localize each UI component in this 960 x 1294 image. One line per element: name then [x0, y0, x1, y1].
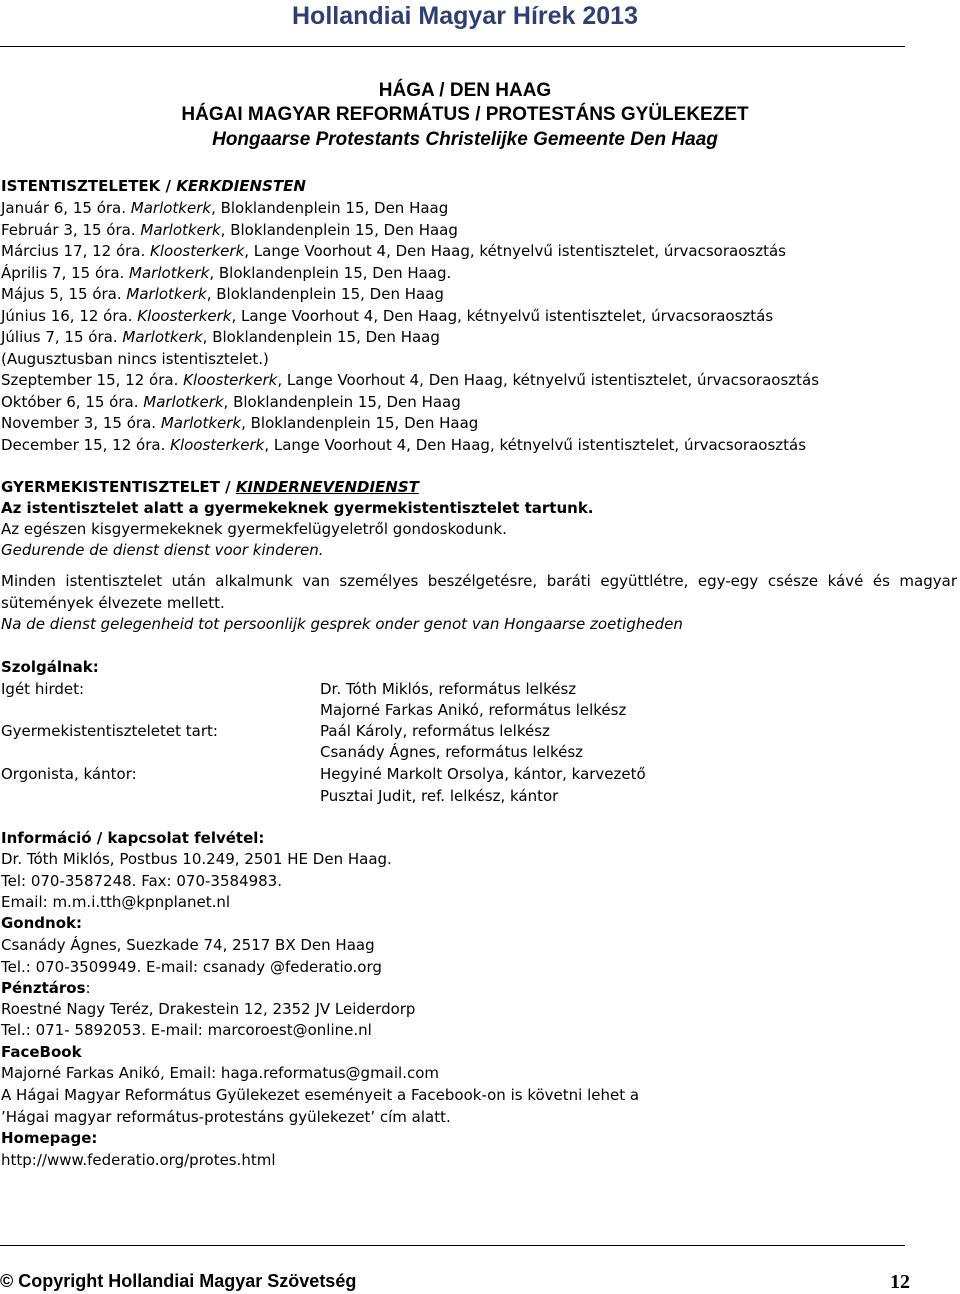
penztaros-title: [1, 978, 91, 998]
service-row: [1, 327, 440, 347]
page-header-title: Hollandiai Magyar Hírek 2013: [292, 2, 638, 30]
service-details: , Bloklandenplein 15, Den Haag: [211, 199, 449, 217]
service-row: [1, 370, 819, 390]
services-title-hu: ISTENTISZTELETEK /: [1, 177, 171, 195]
children-title-nl: KINDERNEVENDIENST: [235, 478, 419, 496]
service-details: , Lange Voorhout 4, Den Haag, kétnyelvű istentisztelet, úrvacsoraosztás: [277, 371, 820, 389]
penztaros-line: Tel.: 071- 5892053. E-mail: marcoroest@online.nl: [1, 1021, 372, 1039]
server-name: Dr. Tóth Miklós, református lelkész: [320, 680, 577, 698]
gondnok-line: Tel.: 070-3509949. E-mail: csanady @federatio.org: [1, 958, 382, 976]
service-row: [1, 435, 806, 455]
service-church: Kloosterkerk: [137, 307, 232, 325]
service-details: , Lange Voorhout 4, Den Haag, kétnyelvű istentisztelet, úrvacsoraosztás: [264, 436, 807, 454]
homepage-title: Homepage:: [1, 1129, 98, 1147]
service-row: [1, 413, 478, 433]
service-date: Január 6, 15 óra.: [1, 199, 131, 217]
children-title: [1, 477, 419, 497]
service-row: [1, 263, 451, 283]
facebook-line: A Hágai Magyar Református Gyülekezet eseményeit a Facebook-on is követni lehet a: [1, 1086, 640, 1104]
header-divider: [0, 46, 905, 47]
gondnok-title: Gondnok:: [1, 914, 82, 932]
service-date: November 3, 15 óra.: [1, 414, 161, 432]
server-name: Hegyiné Markolt Orsolya, kántor, karvezető: [320, 765, 646, 783]
service-date: Február 3, 15 óra.: [1, 221, 141, 239]
server-name: Csanády Ágnes, református lelkész: [320, 743, 584, 761]
contact-title: Információ / kapcsolat felvétel:: [1, 829, 265, 847]
footer-divider: [0, 1245, 905, 1246]
service-date: (Augusztusban nincs istentisztelet.): [1, 350, 269, 368]
servers-title: Szolgálnak:: [1, 658, 99, 676]
service-church: Kloosterkerk: [170, 436, 265, 454]
service-row: [1, 349, 269, 369]
contact-line: Dr. Tóth Miklós, Postbus 10.249, 2501 HE Den Haag.: [1, 850, 392, 868]
service-details: , Bloklandenplein 15, Den Haag: [202, 328, 440, 346]
service-details: , Bloklandenplein 15, Den Haag: [220, 221, 458, 239]
homepage-link[interactable]: http://www.federatio.org/protes.html: [1, 1151, 276, 1169]
service-details: , Bloklandenplein 15, Den Haag: [206, 285, 444, 303]
service-details: , Bloklandenplein 15, Den Haag.: [209, 264, 452, 282]
service-church: Marlotkerk: [122, 328, 203, 346]
service-church: Marlotkerk: [143, 393, 224, 411]
church-heading-nl: Hongaarse Protestants Christelijke Gemeente Den Haag: [212, 129, 718, 150]
service-row: [1, 284, 444, 304]
service-church: Marlotkerk: [130, 199, 212, 217]
service-row: [1, 241, 786, 261]
children-title-hu: GYERMEKISTENTISZTELET /: [1, 478, 231, 496]
service-date: Június 16, 12 óra.: [1, 307, 138, 325]
church-heading: HÁGAI MAGYAR REFORMÁTUS / PROTESTÁNS GYÜLEKEZET: [181, 104, 749, 125]
children-line-nl: Gedurende de dienst dienst voor kinderen.: [1, 541, 324, 559]
service-date: Szeptember 15, 12 óra.: [1, 371, 184, 389]
service-date: Július 7, 15 óra.: [1, 328, 123, 346]
service-church: Marlotkerk: [160, 414, 242, 432]
contact-line: Tel: 070-3587248. Fax: 070-3584983.: [1, 872, 282, 890]
service-row: [1, 392, 461, 412]
service-church: Marlotkerk: [126, 285, 207, 303]
page-number: 12: [890, 1271, 910, 1293]
contact-email[interactable]: Email: m.m.i.tth@kpnplanet.nl: [1, 893, 231, 911]
servers-label-organist: Orgonista, kántor:: [1, 765, 137, 783]
penztaros-line: Roestné Nagy Teréz, Drakestein 12, 2352 JV Leiderdorp: [1, 1000, 416, 1018]
service-church: Marlotkerk: [129, 264, 210, 282]
service-date: Október 6, 15 óra.: [1, 393, 144, 411]
service-church: Kloosterkerk: [183, 371, 278, 389]
services-title-nl: KERKDIENSTEN: [176, 177, 306, 195]
servers-label-preacher: Igét hirdet:: [1, 680, 85, 698]
server-name: Paál Károly, református lelkész: [320, 722, 550, 740]
facebook-line: ’Hágai magyar református-protestáns gyülekezet’ cím alatt.: [1, 1108, 451, 1126]
after-service-line-1: Minden istentisztelet után alkalmunk van személyes beszélgetésre, baráti együttlétre, egy-egy csésze kávé és magyar: [1, 572, 957, 590]
server-name: Majorné Farkas Anikó, református lelkész: [320, 701, 627, 719]
service-row: [1, 306, 773, 326]
service-church: Kloosterkerk: [150, 242, 245, 260]
service-date: Május 5, 15 óra.: [1, 285, 127, 303]
service-date: December 15, 12 óra.: [1, 436, 171, 454]
penztaros-title-text: Pénztáros: [1, 979, 86, 997]
after-service-line-2: sütemények élvezete mellett.: [1, 594, 225, 612]
children-line-2: Az egészen kisgyermekeknek gyermekfelügyeletről gondoskodunk.: [1, 520, 507, 538]
facebook-title: FaceBook: [1, 1043, 82, 1061]
service-details: , Lange Voorhout 4, Den Haag, kétnyelvű istentisztelet, úrvacsoraosztás: [244, 242, 786, 260]
penztaros-title-colon: :: [85, 979, 91, 997]
service-details: , Bloklandenplein 15, Den Haag: [241, 414, 479, 432]
services-title: [1, 176, 306, 196]
service-date: Március 17, 12 óra.: [1, 242, 151, 260]
service-details: , Lange Voorhout 4, Den Haag, kétnyelvű istentisztelet, úrvacsoraosztás: [231, 307, 774, 325]
after-service-line-nl: Na de dienst gelegenheid tot persoonlijk gesprek onder genot van Hongaarse zoetigheden: [1, 615, 683, 633]
gondnok-line: Csanády Ágnes, Suezkade 74, 2517 BX Den Haag: [1, 936, 375, 954]
service-details: , Bloklandenplein 15, Den Haag: [223, 393, 461, 411]
service-row: [1, 220, 458, 240]
service-church: Marlotkerk: [140, 221, 221, 239]
service-date: Április 7, 15 óra.: [1, 264, 130, 282]
footer-copyright: © Copyright Hollandiai Magyar Szövetség: [0, 1271, 357, 1291]
facebook-line: Majorné Farkas Anikó, Email: haga.reformatus@gmail.com: [1, 1064, 440, 1082]
servers-label-children: Gyermekistentiszteletet tart:: [1, 722, 218, 740]
server-name: Pusztai Judit, ref. lelkész, kántor: [320, 787, 559, 805]
city-heading: HÁGA / DEN HAAG: [378, 80, 552, 101]
children-bold-line: Az istentisztelet alatt a gyermekeknek gyermekistentisztelet tartunk.: [1, 499, 594, 517]
service-row: [1, 198, 448, 218]
